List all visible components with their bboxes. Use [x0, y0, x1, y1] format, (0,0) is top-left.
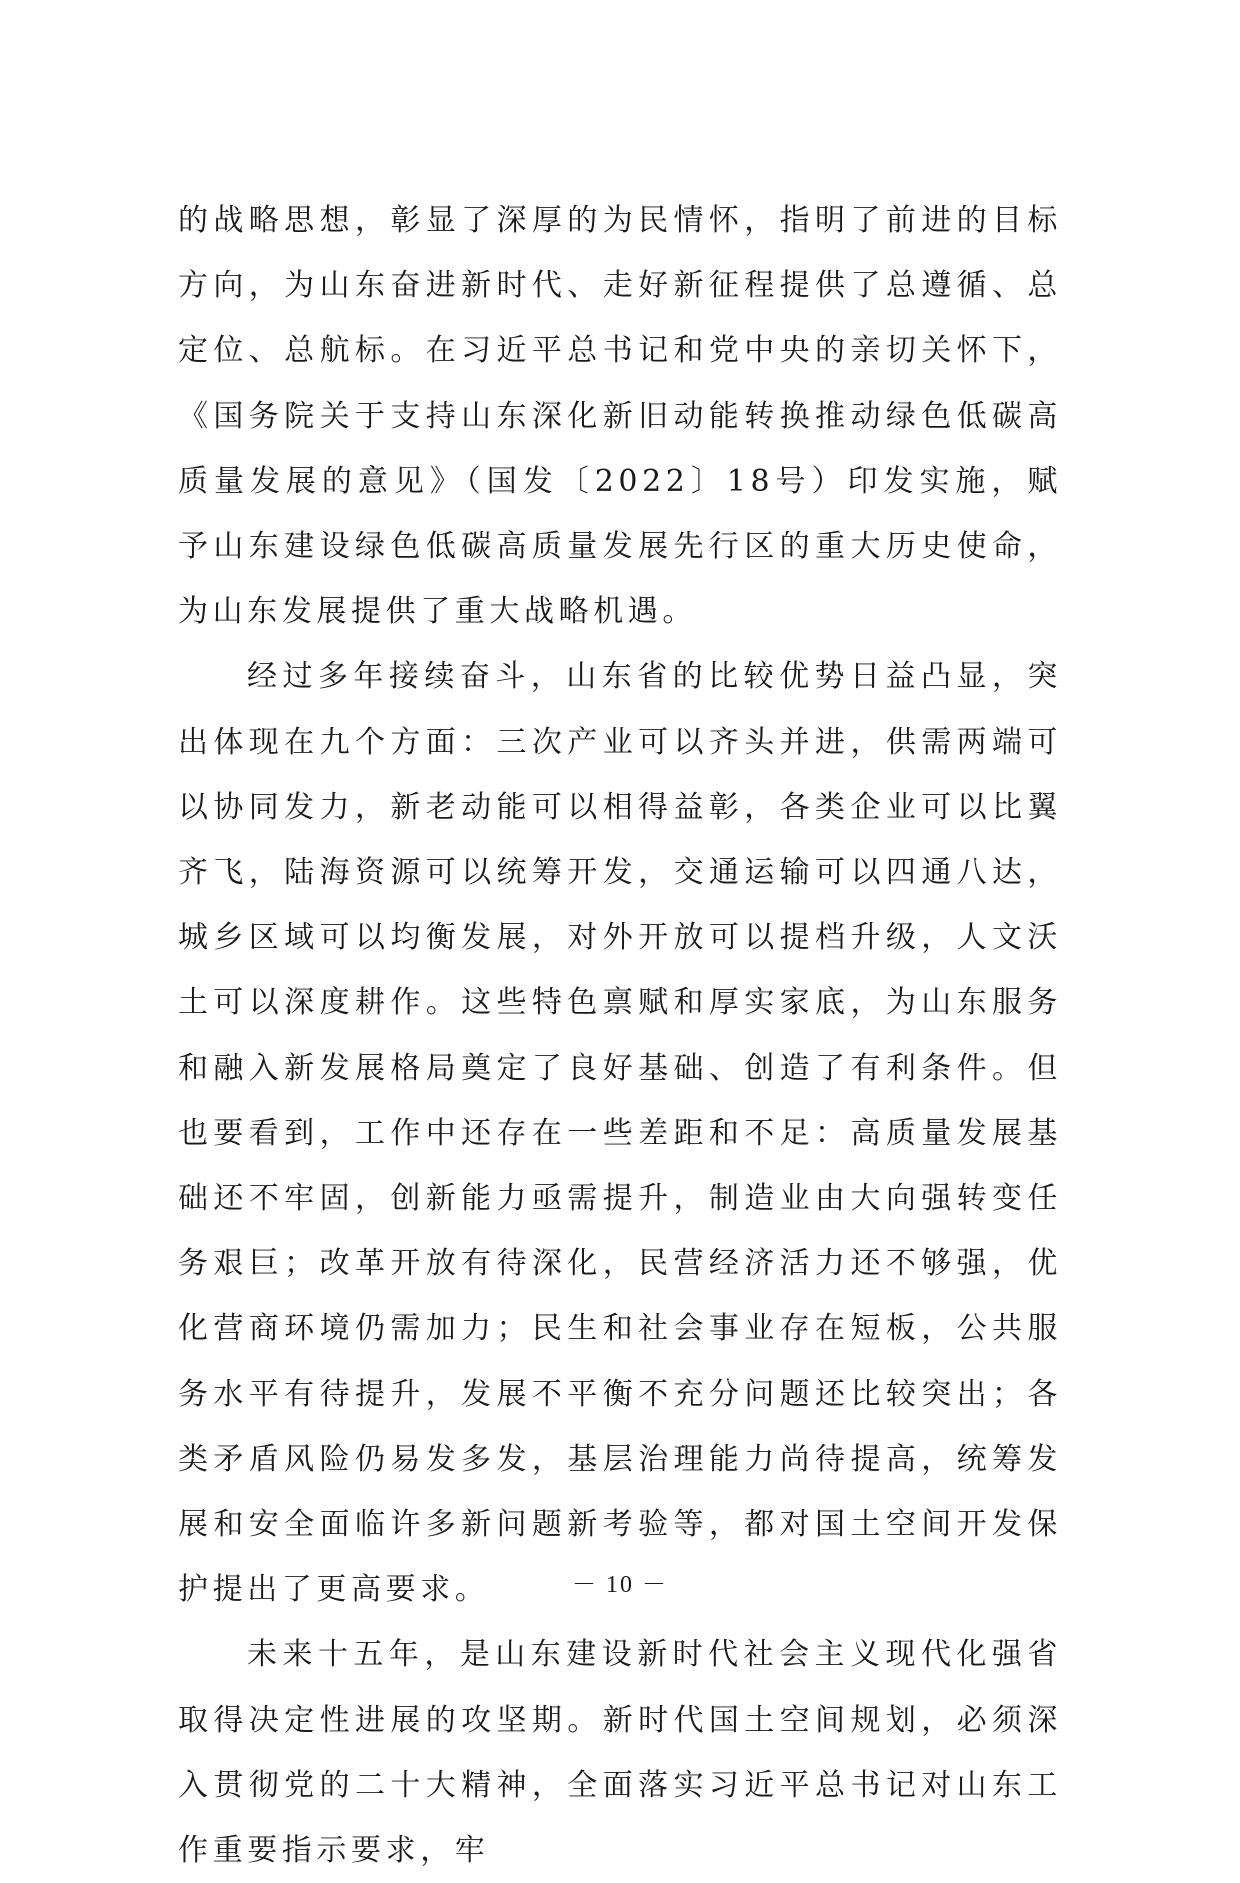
paragraph-next-fifteen-years: 未来十五年，是山东建设新时代社会主义现代化强省取得决定性进展的攻坚期。新时代国土空间规划，必须深入贯彻党的二十大精神，全面落实习近平总书记对山东工作重要指示要求，牢: [178, 1637, 1062, 1869]
body-text: [178, 188, 1062, 1883]
paragraph-advantages: 经过多年接续奋斗，山东省的比较优势日益凸显，突出体现在九个方面：三次产业可以齐头并进，供需两端可以协同发力，新老动能可以相得益彰，各类企业可以比翼齐飞，陆海资源可以统筹开发，交通运输可以四通八达，城乡区域可以均衡发展，对外开放可以提档升级，人文沃土可以深度耕作。这些特色禀赋和厚实家底，为山东服务和融入新发展格局奠定了良好基础、创造了有利条件。但也要看到，工作中还存在一些差距和不足：高质量发展基础还不牢固，创新能力亟需提升，制造业由大向强转变任务艰巨；改革开放有待深化，民营经济活力还不够强，优化营商环境仍需加力；民生和社会事业存在短板，公共服务水平有待提升，发展不平衡不充分问题还比较突出；各类矛盾风险仍易发多发，基层治理能力尚待提高，统筹发展和安全面临许多新问题新考验等，都对国土空间开发保护提出了更高要求。: [178, 659, 1062, 1608]
page-number: － 10 －: [572, 1572, 668, 1598]
paragraph-continued: 的战略思想，彰显了深厚的为民情怀，指明了前进的目标方向，为山东奋进新时代、走好新征程提供了总遵循、总定位、总航标。在习近平总书记和党中央的亲切关怀下，《国务院关于支持山东深化新旧动能转换推动绿色低碳高质量发展的意见》（国发〔2022〕18号）印发实施，赋予山东建设绿色低碳高质量发展先行区的重大历史使命，为山东发展提供了重大战略机遇。: [178, 203, 1062, 630]
